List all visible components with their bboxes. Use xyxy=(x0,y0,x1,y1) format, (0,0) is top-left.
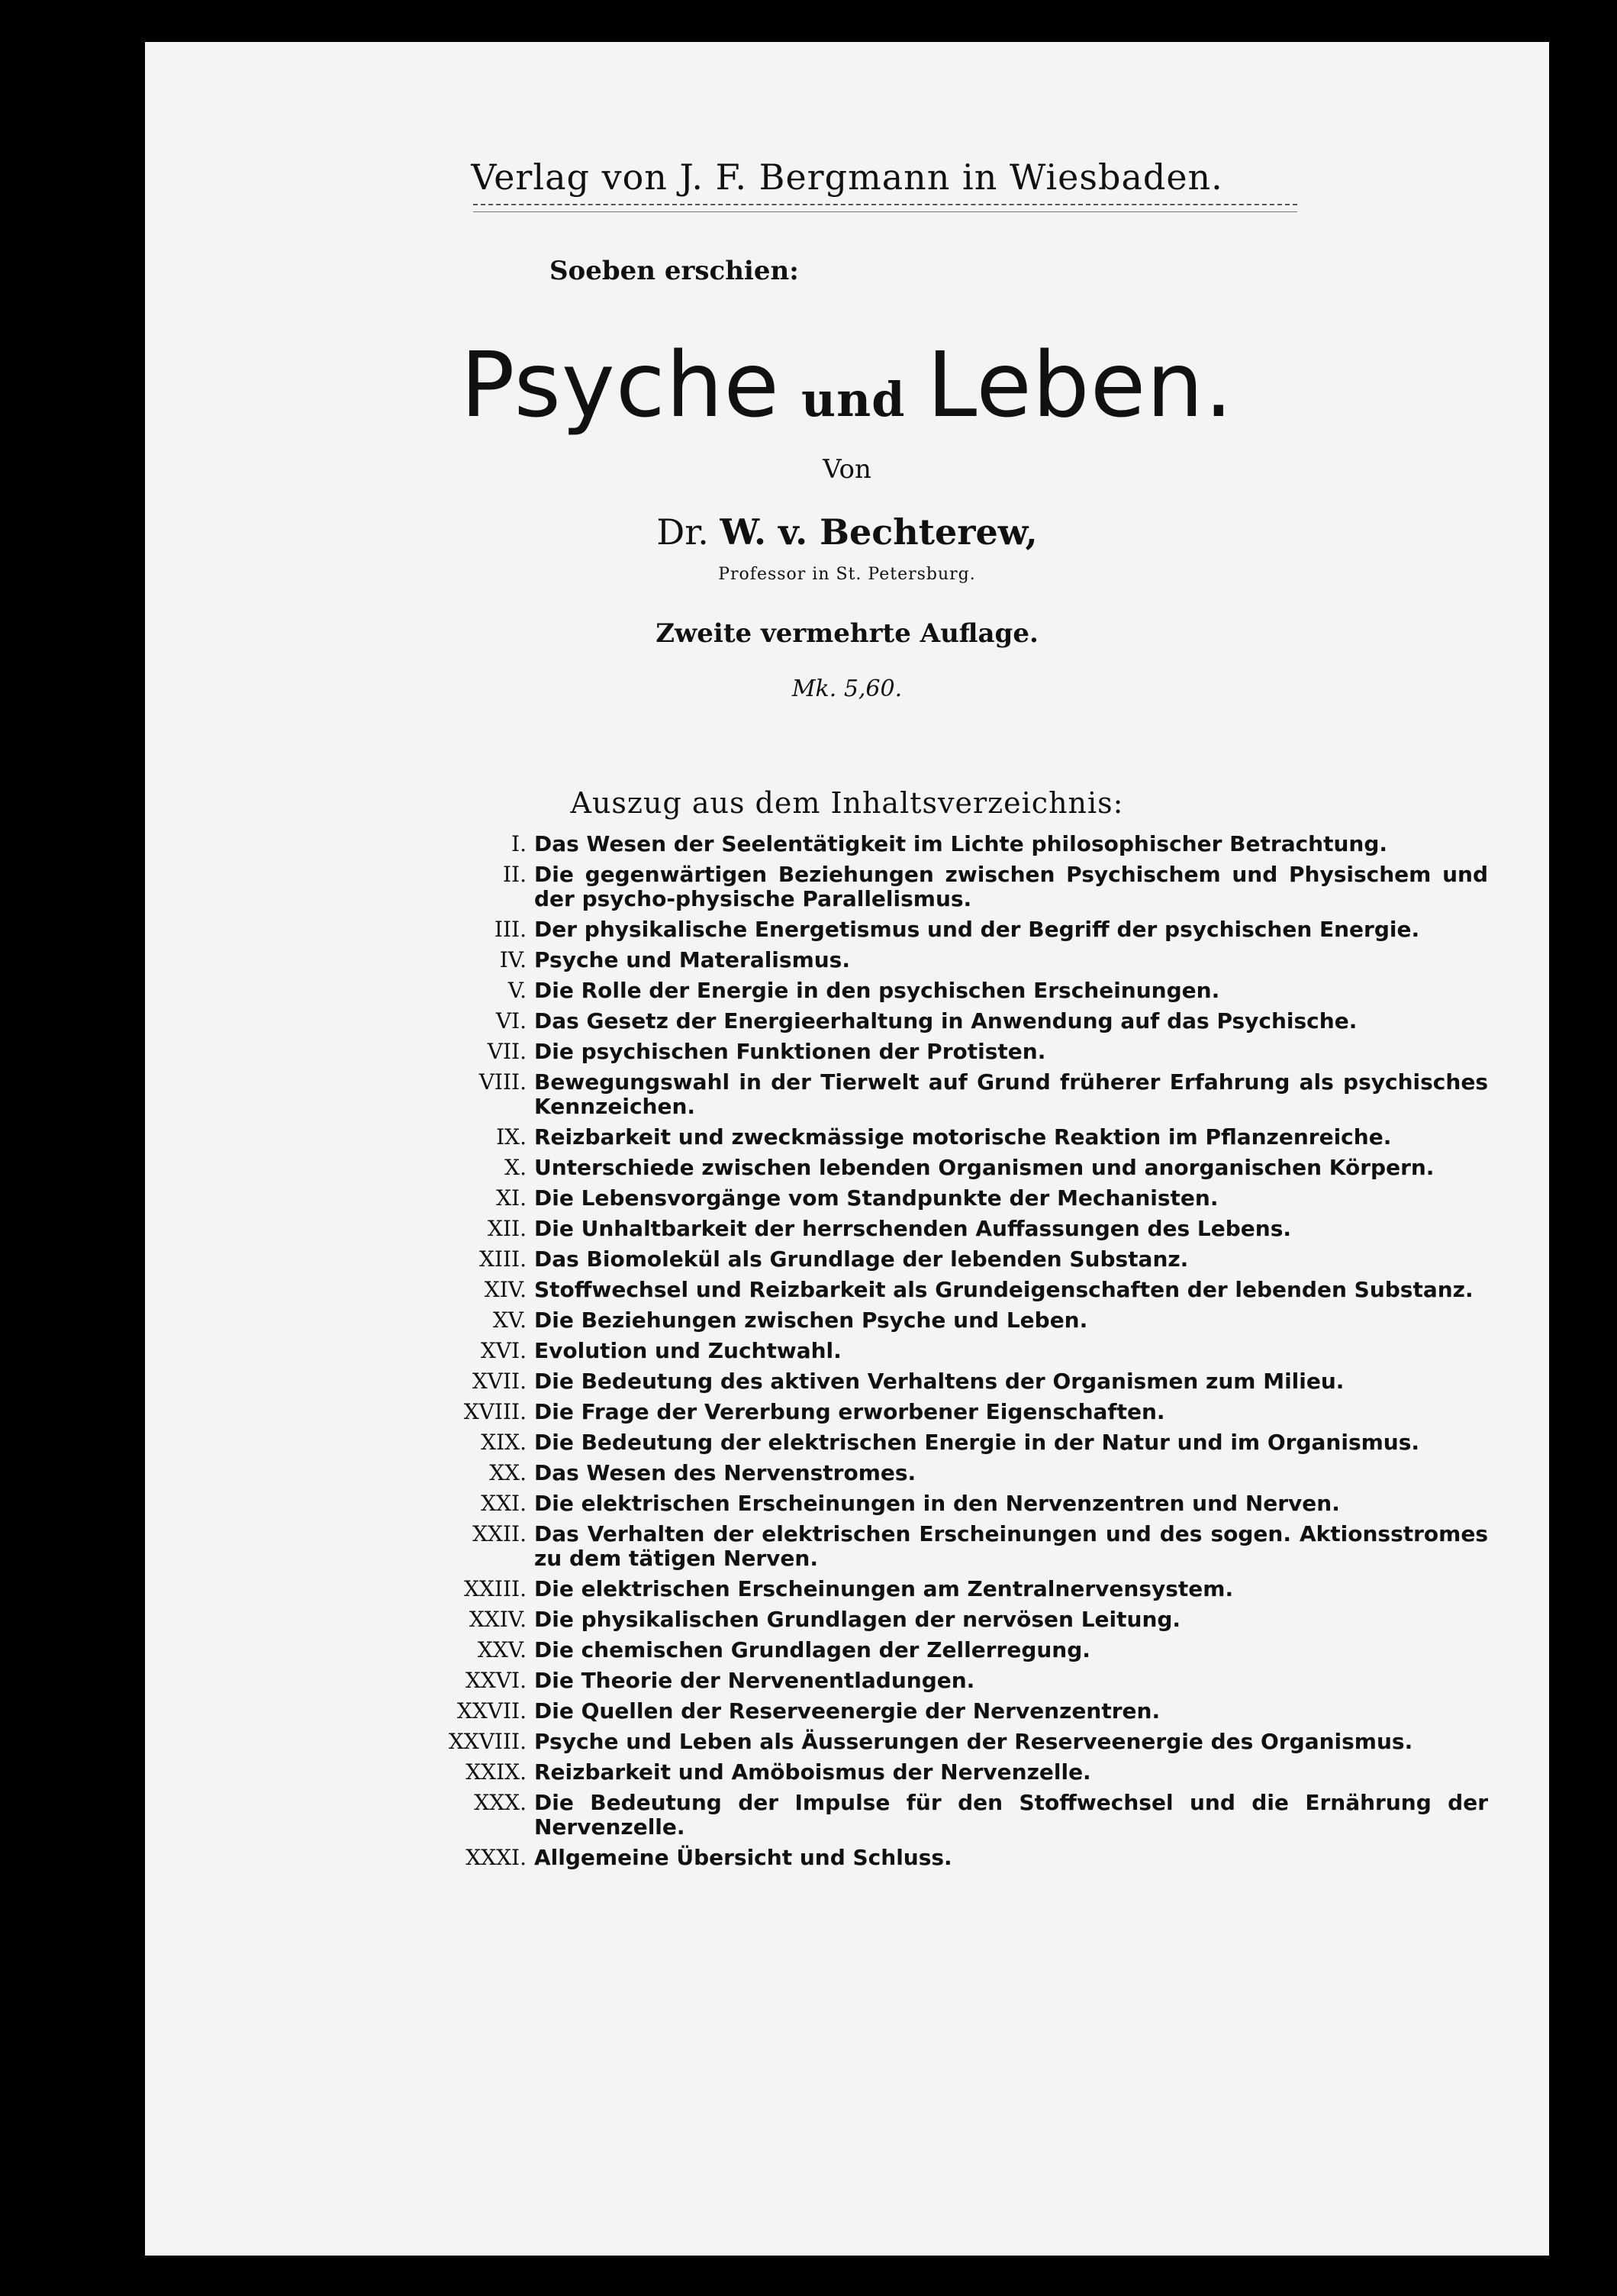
toc-entry-text: Die Lebensvorgänge vom Standpunkte der Mechanisten. xyxy=(534,1185,1219,1211)
toc-entry-number: XI. xyxy=(496,1185,527,1211)
toc-entry-text: Das Verhalten der elektrischen Erscheinungen und des sogen. Aktionsstromes zu dem tätigen Nerven. xyxy=(534,1521,1488,1571)
toc-entry xyxy=(145,1369,1488,1394)
toc-entry-text: Die chemischen Grundlagen der Zellerregung. xyxy=(534,1637,1090,1662)
book-title xyxy=(145,332,1549,437)
toc-entry-number: XXIII. xyxy=(464,1576,527,1601)
toc-entry-text: Die Bedeutung der Impulse für den Stoffwechsel und die Ernährung der Nervenzelle. xyxy=(534,1790,1488,1840)
toc-entry-text: Die Bedeutung der elektrischen Energie in der Natur und im Organismus. xyxy=(534,1430,1420,1455)
toc-entry-text: Die Unhaltbarkeit der herrschenden Auffassungen des Lebens. xyxy=(534,1216,1292,1241)
toc-entry xyxy=(145,1009,1488,1034)
toc-entry-text: Die elektrischen Erscheinungen am Zentralnervensystem. xyxy=(534,1576,1234,1601)
toc-entry-number: VI. xyxy=(495,1008,527,1034)
toc-entry xyxy=(145,1669,1488,1693)
toc-entry-text: Das Wesen der Seelentätigkeit im Lichte philosophischer Betrachtung. xyxy=(534,831,1388,856)
document-page xyxy=(145,42,1549,2256)
author-affiliation: Professor in St. Petersburg. xyxy=(718,565,976,584)
toc-entry-text: Die Rolle der Energie in den psychischen Erscheinungen. xyxy=(534,978,1220,1003)
toc-entry xyxy=(145,1040,1488,1064)
page-content xyxy=(145,42,1549,2256)
toc-entry-text: Die Frage der Vererbung erworbener Eigenschaften. xyxy=(534,1399,1165,1424)
toc-entry-number: VIII. xyxy=(478,1069,527,1095)
toc-entry-number: I. xyxy=(511,831,527,856)
toc-entry-text: Die gegenwärtigen Beziehungen zwischen Psychischem und Physischem und der psycho-physische Parallelismus. xyxy=(534,862,1488,911)
toc-entry-number: XIX. xyxy=(481,1430,527,1455)
author-line xyxy=(145,511,1549,553)
toc-entry xyxy=(145,1491,1488,1516)
toc-entry-text: Die Beziehungen zwischen Psyche und Leben. xyxy=(534,1308,1088,1333)
announcement: Soeben erschien: xyxy=(549,256,799,286)
toc-entry-number: IX. xyxy=(496,1124,527,1150)
toc-entry-text: Allgemeine Übersicht und Schluss. xyxy=(534,1845,952,1870)
toc-entry xyxy=(145,1699,1488,1724)
toc-entry-number: III. xyxy=(494,917,527,942)
toc-entry-number: XXII. xyxy=(472,1521,527,1546)
toc-entry-number: XII. xyxy=(488,1216,527,1241)
toc-entry-number: XXV. xyxy=(477,1637,527,1662)
toc-entry-text: Das Gesetz der Energieerhaltung in Anwendung auf das Psychische. xyxy=(534,1008,1358,1034)
toc-entry xyxy=(145,1217,1488,1241)
price-line: Mk. 5,60. xyxy=(791,676,903,702)
toc-entry-number: IV. xyxy=(499,947,527,972)
table-of-contents xyxy=(145,832,1549,1876)
toc-entry-number: XXVI. xyxy=(465,1668,527,1693)
toc-entry-text: Evolution und Zuchtwahl. xyxy=(534,1338,842,1363)
divider-rule xyxy=(473,211,1297,212)
title-part-2: Leben. xyxy=(926,332,1234,437)
toc-entry-number: X. xyxy=(504,1155,527,1180)
toc-entry-text: Die elektrischen Erscheinungen in den Nervenzentren und Nerven. xyxy=(534,1491,1340,1516)
toc-entry-text: Die physikalischen Grundlagen der nervösen Leitung. xyxy=(534,1607,1181,1632)
toc-entry-text: Reizbarkeit und zweckmässige motorische Reaktion im Pflanzenreiche. xyxy=(534,1124,1392,1150)
toc-entry xyxy=(145,1730,1488,1754)
toc-entry xyxy=(145,1430,1488,1455)
toc-entry-number: XXI. xyxy=(481,1491,527,1516)
toc-entry xyxy=(145,1125,1488,1150)
toc-entry-number: XIV. xyxy=(484,1277,527,1302)
toc-entry-text: Unterschiede zwischen lebenden Organismen und anorganischen Körpern. xyxy=(534,1155,1435,1180)
toc-entry xyxy=(145,1156,1488,1180)
toc-entry xyxy=(145,1846,1488,1870)
toc-entry xyxy=(145,1247,1488,1272)
toc-entry-text: Reizbarkeit und Amöboismus der Nervenzelle. xyxy=(534,1759,1091,1785)
toc-entry xyxy=(145,1461,1488,1485)
toc-entry xyxy=(145,1608,1488,1632)
divider-rule xyxy=(473,204,1297,205)
toc-entry xyxy=(145,948,1488,972)
toc-entry xyxy=(145,1339,1488,1363)
toc-entry-text: Die Quellen der Reserveenergie der Nervenzentren. xyxy=(534,1698,1161,1724)
toc-entry-text: Psyche und Materalismus. xyxy=(534,947,850,972)
toc-entry-number: XXIX. xyxy=(465,1759,527,1785)
title-part-1: Psyche xyxy=(460,332,781,437)
toc-entry-number: XVIII. xyxy=(463,1399,527,1424)
toc-entry xyxy=(145,1577,1488,1601)
byline: Von xyxy=(823,454,871,485)
toc-entry-number: XXIV. xyxy=(469,1607,527,1632)
toc-entry xyxy=(145,1308,1488,1333)
toc-entry xyxy=(145,1070,1488,1119)
toc-entry-text: Stoffwechsel und Reizbarkeit als Grundeigenschaften der lebenden Substanz. xyxy=(534,1277,1474,1302)
toc-entry-number: XIII. xyxy=(478,1246,527,1272)
toc-entry-text: Die psychischen Funktionen der Protisten. xyxy=(534,1039,1046,1064)
toc-entry-number: VII. xyxy=(487,1039,527,1064)
toc-entry xyxy=(145,917,1488,942)
toc-entry xyxy=(145,1400,1488,1424)
toc-entry-text: Die Bedeutung des aktiven Verhaltens der Organismen zum Milieu. xyxy=(534,1369,1345,1394)
publisher-line: Verlag von J. F. Bergmann in Wiesbaden. xyxy=(471,156,1223,198)
toc-entry xyxy=(145,863,1488,911)
toc-entry-number: V. xyxy=(507,978,527,1003)
toc-entry-text: Die Theorie der Nervenentladungen. xyxy=(534,1668,975,1693)
toc-entry xyxy=(145,1760,1488,1785)
title-connector: und xyxy=(801,372,906,427)
toc-entry-text: Psyche und Leben als Äusserungen der Reserveenergie des Organismus. xyxy=(534,1729,1413,1754)
toc-entry-number: II. xyxy=(502,862,527,887)
toc-entry-text: Bewegungswahl in der Tierwelt auf Grund früherer Erfahrung als psychisches Kennzeichen. xyxy=(534,1069,1488,1119)
toc-entry-text: Das Wesen des Nervenstromes. xyxy=(534,1460,916,1485)
toc-entry xyxy=(145,979,1488,1003)
author-name: W. v. Bechterew, xyxy=(720,511,1038,553)
toc-entry xyxy=(145,1638,1488,1662)
edition-line: Zweite vermehrte Auflage. xyxy=(655,618,1039,649)
toc-entry xyxy=(145,832,1488,856)
toc-entry xyxy=(145,1186,1488,1211)
toc-entry-text: Das Biomolekül als Grundlage der lebenden Substanz. xyxy=(534,1246,1189,1272)
toc-entry-number: XXVII. xyxy=(456,1698,527,1724)
toc-entry-number: XXX. xyxy=(474,1790,527,1815)
toc-heading: Auszug aus dem Inhaltsverzeichnis: xyxy=(570,786,1124,820)
toc-entry-number: XXXI. xyxy=(465,1845,527,1870)
toc-entry-number: XVII. xyxy=(472,1369,527,1394)
toc-entry-number: XXVIII. xyxy=(448,1729,527,1754)
toc-entry-number: XV. xyxy=(492,1308,527,1333)
toc-entry-number: XX. xyxy=(489,1460,527,1485)
author-prefix: Dr. xyxy=(656,511,709,553)
toc-entry xyxy=(145,1522,1488,1571)
toc-entry-text: Der physikalische Energetismus und der Begriff der psychischen Energie. xyxy=(534,917,1420,942)
toc-entry-number: XVI. xyxy=(480,1338,527,1363)
toc-entry xyxy=(145,1278,1488,1302)
toc-entry xyxy=(145,1791,1488,1840)
